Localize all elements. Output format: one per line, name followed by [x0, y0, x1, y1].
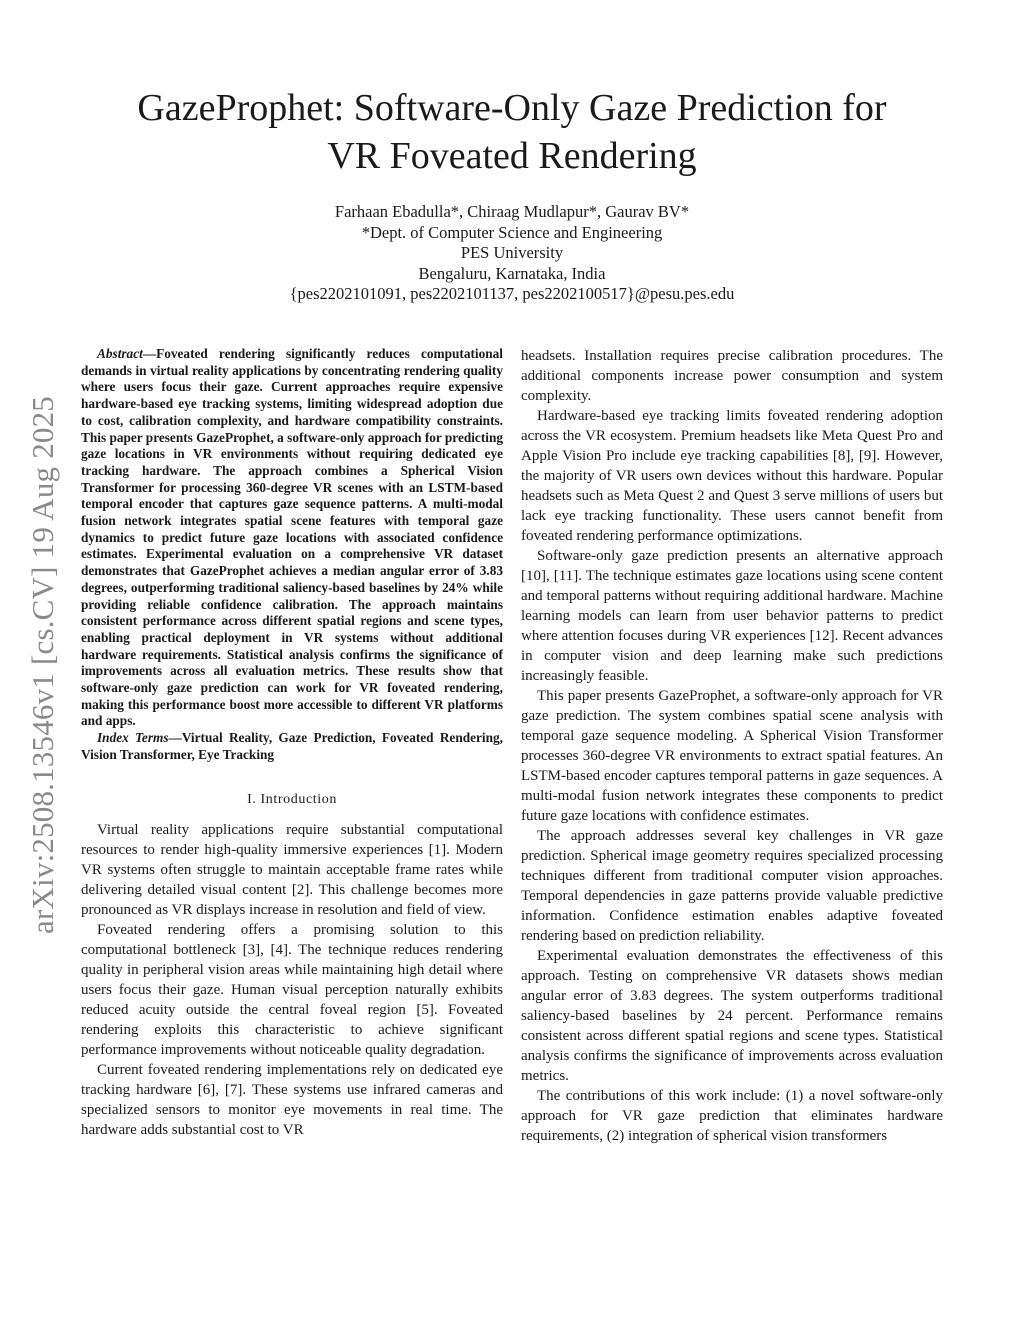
- left-column: [81, 346, 503, 1140]
- index-terms: [81, 730, 503, 763]
- right-paragraph-2: Hardware-based eye tracking limits foveated rendering adoption across the VR ecosystem. Premium headsets like Meta Quest Pro and Apple Vision Pro include eye tracking capabilities [8], [9]. However, the majority of VR users own devices without this hardware. Popular headsets such as Meta Quest 2 and Quest 3 serve millions of users but lack eye tracking functionality. These users cannot benefit from foveated rendering performance optimizations.: [521, 408, 943, 544]
- right-column: [521, 346, 943, 1146]
- author-block: [90, 202, 934, 305]
- arxiv-identifier: [22, 368, 64, 962]
- intro-paragraph-2: Foveated rendering offers a promising solution to this computational bottleneck [3], [4]. The technique reduces rendering quality in peripheral vision areas while maintaining high detail where users focus their gaze. Human visual perception naturally exhibits reduced acuity outside the central foveal region [5]. Foveated rendering exploits this characteristic to achieve significant performance improvements without noticeable quality degradation.: [81, 921, 503, 1058]
- title-line-1: GazeProphet: Software-Only Gaze Prediction for: [137, 87, 887, 129]
- right-paragraph-7: The contributions of this work include: (1) a novel software-only approach for VR gaze prediction that eliminates hardware requirements, (2) integration of spherical vision transformers: [521, 1088, 943, 1144]
- index-terms-text: —Virtual Reality, Gaze Prediction, Foveated Rendering, Vision Transformer, Eye Tracking: [81, 730, 503, 762]
- paper-title: [90, 84, 934, 180]
- index-terms-label: Index Terms: [97, 730, 169, 746]
- right-paragraph-3: Software-only gaze prediction presents an alternative approach [10], [11]. The technique estimates gaze locations using scene content and temporal patterns without requiring additional hardware. Machine learning models can learn from user behavior patterns to predict where attention focuses during VR experiences [12]. Recent advances in computer vision and deep learning make such predictions increasingly feasible.: [521, 548, 943, 684]
- author-university: PES University: [460, 243, 564, 262]
- author-emails: {pes2202101091, pes2202101137, pes2202100517}@pesu.pes.edu: [289, 284, 735, 303]
- title-line-2: VR Foveated Rendering: [327, 135, 697, 177]
- abstract-label: Abstract: [97, 346, 143, 361]
- abstract-text: —Foveated rendering significantly reduces computational demands in virtual reality applications by concentrating rendering quality where users focus their gaze. Current approaches require expensive hardware-based eye tracking systems, limiting widespread adoption due to cost, calibration complexity, and hardware compatibility constraints. This paper presents GazeProphet, a software-only approach for predicting gaze locations in VR environments without requiring dedicated eye tracking hardware. The approach combines a Spherical Vision Transformer for processing 360-degree VR scenes with an LSTM-based temporal encoder that captures gaze sequence patterns. A multi-modal fusion network integrates spatial scene features with temporal gaze dynamics to predict future gaze locations with associated confidence estimates. Experimental evaluation on a comprehensive VR dataset demonstrates that GazeProphet achieves a median angular error of 3.83 degrees, outperforming traditional saliency-based baselines by 24% while providing reliable confidence calibration. The approach maintains consistent performance across different spatial regions and scene types, enabling practical deployment in VR systems without additional hardware requirements. Statistical analysis confirms the significance of improvements across all evaluation metrics. These results show that software-only gaze prediction can work for VR foveated rendering, making this performance boost more accessible to different VR platforms and apps.: [81, 346, 503, 729]
- author-location: Bengaluru, Karnataka, India: [418, 263, 606, 283]
- author-affiliation: *Dept. of Computer Science and Engineering: [361, 222, 663, 242]
- right-paragraph-4: This paper presents GazeProphet, a software-only approach for VR gaze prediction. The system combines spatial scene analysis with temporal gaze sequence modeling. A Spherical Vision Transformer processes 360-degree VR environments to extract spatial features. An LSTM-based encoder captures temporal patterns in gaze sequences. A multi-modal fusion network integrates these components to predict future gaze locations with confidence estimates.: [521, 688, 943, 824]
- intro-paragraph-1: Virtual reality applications require substantial computational resources to render high-quality immersive experiences [1]. Modern VR systems often struggle to maintain acceptable frame rates while delivering detailed visual content [2]. This challenge becomes more pronounced as VR displays increase in resolution and field of view.: [81, 821, 503, 918]
- right-paragraph-1: headsets. Installation requires precise calibration procedures. The additional components increase power consumption and system complexity.: [521, 348, 943, 404]
- section-heading-introduction: I. Introduction: [247, 791, 337, 807]
- right-paragraph-6: Experimental evaluation demonstrates the effectiveness of this approach. Testing on comprehensive VR datasets shows median angular error of 3.83 degrees. The system outperforms traditional saliency-based baselines by 24 percent. Performance remains consistent across different spatial regions and scene types. Statistical analysis confirms the significance of improvements across evaluation metrics.: [521, 948, 943, 1084]
- arxiv-id-text: arXiv:2508.13546v1 [cs.CV] 19 Aug 2025: [25, 395, 60, 935]
- author-names: Farhaan Ebadulla*, Chiraag Mudlapur*, Gaurav BV*: [334, 202, 690, 221]
- right-paragraph-5: The approach addresses several key challenges in VR gaze prediction. Spherical image geometry requires specialized processing techniques different from traditional computer vision approaches. Temporal dependencies in gaze patterns provide valuable predictive information. Confidence estimation enables adaptive foveated rendering based on prediction reliability.: [521, 828, 943, 944]
- abstract: [81, 346, 503, 730]
- intro-paragraph-3: Current foveated rendering implementations rely on dedicated eye tracking hardware [6], [7]. These systems use infrared cameras and specialized sensors to monitor eye movements in real time. The hardware adds substantial cost to VR: [81, 1061, 503, 1138]
